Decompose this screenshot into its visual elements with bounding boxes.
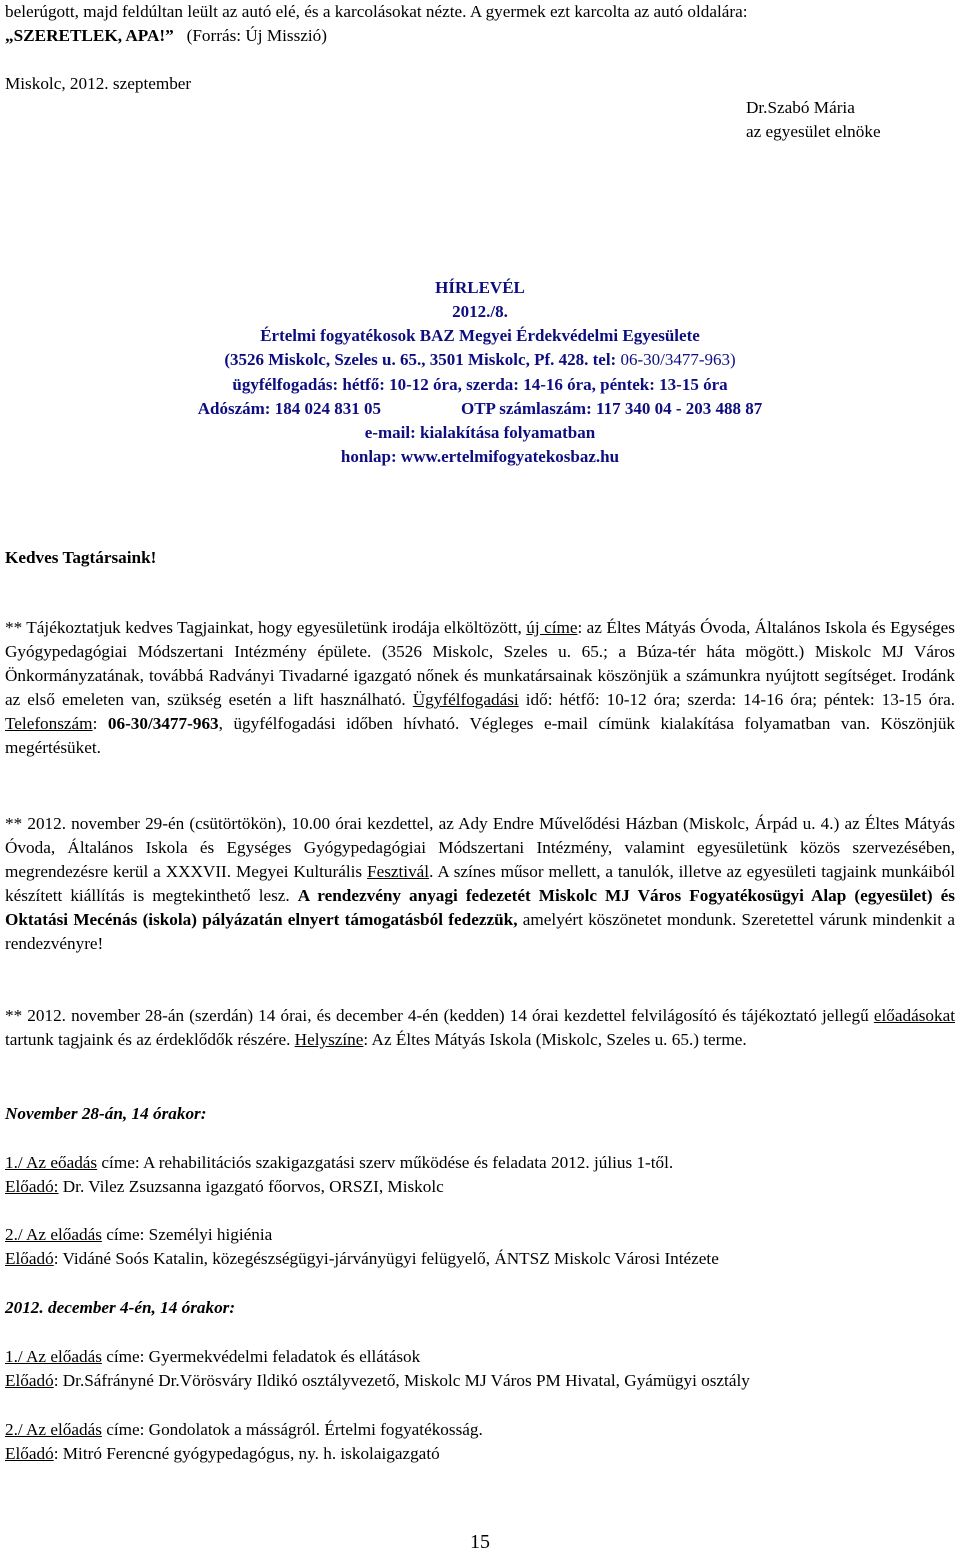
organization-address: (3526 Miskolc, Szeles u. 65., 3501 Miskolc, Pf. 428. tel: 06-30/3477-963) <box>224 350 736 369</box>
greeting: Kedves Tagtársaink! <box>5 548 157 567</box>
signer-title: az egyesület elnöke <box>746 122 881 141</box>
organization-phone: 06-30/3477-963) <box>620 350 736 369</box>
session-1-talk-2-speaker: Előadó: Vidáné Soós Katalin, közegészségügyi-járványügyi felügyelő, ÁNTSZ Miskolc Városi Intézete <box>5 1249 719 1268</box>
quote-text: „SZERETLEK, APA!” <box>5 26 174 45</box>
signer-name: Dr.Szabó Mária <box>746 98 855 117</box>
session-1-talk-1-speaker: Előadó: Dr. Vilez Zsuzsanna igazgató főorvos, ORSZI, Miskolc <box>5 1177 444 1196</box>
session-2-talk-2-title: 2./ Az előadás címe: Gondolatok a másságról. Értelmi fogyatékosság. <box>5 1420 483 1439</box>
tax-and-bank <box>0 397 960 421</box>
session-2-talk-1-title: 1./ Az előadás címe: Gyermekvédelmi feladatok és ellátások <box>5 1347 421 1366</box>
session-2-talk-1-speaker: Előadó: Dr.Sáfrányné Dr.Vörösváry Ildikó osztályvezető, Miskolc MJ Város PM Hivatal, Gyámügyi osztály <box>5 1371 750 1390</box>
session-1-talk-1-title: 1./ Az eőadás címe: A rehabilitációs szakigazgatási szerv működése és feladata 2012. július 1-től. <box>5 1153 674 1172</box>
intro-line-2 <box>5 24 955 48</box>
tax-id: Adószám: 184 024 831 05 <box>197 399 381 418</box>
newsletter-issue: 2012./8. <box>452 302 508 321</box>
intro-line-1: belerúgott, majd feldúltan leült az autó elé, és a karcolásokat nézte. A gyermek ezt karcolta az autó oldalára: <box>5 2 748 21</box>
email-line: e-mail: kialakítása folyamatban <box>364 423 596 442</box>
place-date: Miskolc, 2012. szeptember <box>5 74 192 93</box>
bank-account: OTP számlaszám: 117 340 04 - 203 488 87 <box>460 399 763 418</box>
paragraph-lectures: ** 2012. november 28-án (szerdán) 14 órai, és december 4-én (kedden) 14 órai kezdettel felvilágosító és tájékoztató jellegű előadásokat tartunk tagjaink és az érdeklődők részére. Helyszíne: Az Éltes Mátyás Iskola (Miskolc, Szeles u. 65.) terme. <box>5 1006 955 1049</box>
page-number: 15 <box>470 1531 490 1553</box>
source-text: (Forrás: Új Misszió) <box>186 26 327 45</box>
newsletter-title: HÍRLEVÉL <box>435 278 525 297</box>
organization-name: Értelmi fogyatékosok BAZ Megyei Érdekvédelmi Egyesülete <box>260 326 700 345</box>
session-1-heading: November 28-án, 14 órakor: <box>5 1104 207 1123</box>
session-2-talk-2-speaker: Előadó: Mitró Ferencné gyógypedagógus, ny. h. iskolaigazgató <box>5 1444 440 1463</box>
paragraph-festival: ** 2012. november 29-én (csütörtökön), 10.00 órai kezdettel, az Ady Endre Művelődési Házban (Miskolc, Árpád u. 4.) az Éltes Mátyás Óvoda, Általános Iskola és Egységes Gyógypedagógiai Módszertani Intézmény, valamint egyesületünk közös szervezésében, megrendezésre kerül a XXXVII. Megyei Kulturális Fesztivál. A színes műsor mellett, a tanulók, illetve az egyesületi tagjaink munkáiból készített kiállítás is megtekinthető lesz. A rendezvény anyagi fedezetét Miskolc MJ Város Fogyatékosügyi Alap (egyesület) és Oktatási Mecénás (iskola) pályázatán elnyert támogatásból fedezzük, amelyért köszönetet mondunk. Szeretettel várunk mindenkit a rendezvényre! <box>5 814 956 953</box>
office-hours: ügyfélfogadás: hétfő: 10-12 óra, szerda: 14-16 óra, péntek: 13-15 óra <box>232 375 728 394</box>
paragraph-office-move: ** Tájékoztatjuk kedves Tagjainkat, hogy egyesületünk irodája elköltözött, új címe: az Éltes Mátyás Óvoda, Általános Iskola és Egységes Gyógypedagógiai Módszertani Intézmény épülete. (3526 Miskolc, Szeles u. 65.; a Búza-tér háta mögött.) Miskolc MJ Város Önkormányzatának, továbbá Radványi Tivadarné igazgató nőnek és munkatársainak köszönjük a számunkra nyújtott segítséget. Irodánk az első emeleten van, szükség esetén a lift használható. Ügyfélfogadási idő: hétfő: 10-12 óra; szerda: 14-16 óra; péntek: 13-15 óra. Telefonszám: 06-30/3477-963, ügyfélfogadási időben hívható. Végleges e-mail címünk kialakítása folyamatban van. Köszönjük megértésüket. <box>5 618 956 757</box>
session-1-talk-2-title: 2./ Az előadás címe: Személyi higiénia <box>5 1225 273 1244</box>
session-2-heading: 2012. december 4-én, 14 órakor: <box>5 1298 236 1317</box>
website-line: honlap: www.ertelmifogyatekosbaz.hu <box>340 447 620 466</box>
